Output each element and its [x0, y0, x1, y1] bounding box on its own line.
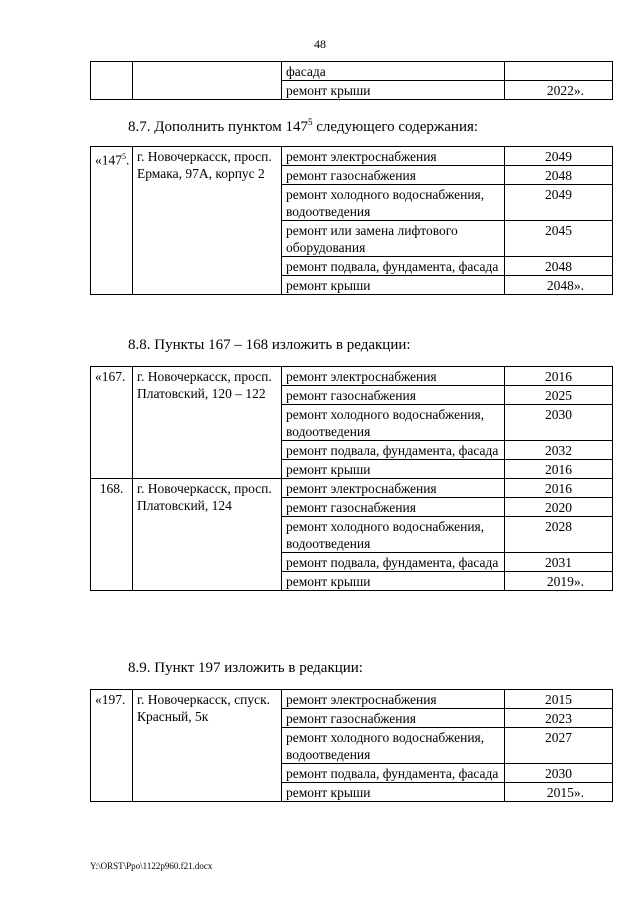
work-type-cell: ремонт электроснабжения [282, 479, 505, 498]
year-cell: 2025 [505, 386, 613, 405]
work-type-cell: ремонт крыши [282, 783, 505, 802]
item-number-cell [91, 690, 133, 802]
item-number-cell [91, 367, 133, 479]
year-cell: 2030 [505, 764, 613, 783]
page-number: 48 [314, 37, 326, 51]
work-type-cell: ремонт подвала, фундамента, фасада [282, 764, 505, 783]
year-cell [505, 62, 613, 81]
item-number: «167. [95, 369, 126, 384]
work-type-cell: фасада [282, 62, 505, 81]
year-cell: 2048 [505, 166, 613, 185]
address-cell: г. Новочеркасск, просп. Платовский, 120 – 122 [133, 367, 282, 479]
year-cell: 2019». [505, 572, 613, 591]
work-type-cell: ремонт газоснабжения [282, 386, 505, 405]
year-cell: 2016 [505, 460, 613, 479]
item-197-table [90, 689, 613, 802]
year-cell: 2016 [505, 479, 613, 498]
continuation-table [90, 61, 613, 100]
work-type-cell: ремонт электроснабжения [282, 690, 505, 709]
year-cell: 2020 [505, 498, 613, 517]
address-cell [133, 62, 282, 100]
year-cell: 2027 [505, 728, 613, 764]
year-cell: 2030 [505, 405, 613, 441]
paragraph-text: 8.7. Дополнить пунктом 147 [128, 119, 308, 135]
item-number-cell [91, 62, 133, 100]
year-cell: 2023 [505, 709, 613, 728]
year-cell: 2028 [505, 517, 613, 553]
item-number: «147 [95, 152, 122, 168]
items-167-168-table [90, 366, 613, 591]
work-type-cell: ремонт крыши [282, 81, 505, 100]
item-number-superscript: 5 [122, 152, 126, 161]
work-type-cell: ремонт холодного водоснабжения, водоотведения [282, 728, 505, 764]
work-type-cell: ремонт холодного водоснабжения, водоотведения [282, 185, 505, 221]
paragraph-text: 8.8. Пункты 167 – 168 изложить в редакции: [128, 337, 411, 353]
year-cell: 2031 [505, 553, 613, 572]
paragraph-8-9 [128, 660, 363, 677]
work-type-cell: ремонт электроснабжения [282, 147, 505, 166]
work-type-cell: ремонт газоснабжения [282, 166, 505, 185]
item-147-5-table [90, 146, 613, 295]
year-cell: 2049 [505, 147, 613, 166]
file-path-footer: Y:\ORST\Ppo\1122p960.f21.docx [90, 861, 213, 871]
work-type-cell: ремонт газоснабжения [282, 498, 505, 517]
year-cell: 2015 [505, 690, 613, 709]
work-type-cell: ремонт крыши [282, 276, 505, 295]
work-type-cell: ремонт газоснабжения [282, 709, 505, 728]
item-number-cell [91, 479, 133, 591]
work-type-cell: ремонт подвала, фундамента, фасада [282, 441, 505, 460]
work-type-cell: ремонт электроснабжения [282, 367, 505, 386]
table-row [91, 147, 613, 166]
item-number: 168. [99, 481, 124, 496]
year-cell: 2016 [505, 367, 613, 386]
item-number-suffix: . [126, 152, 130, 168]
item-number: «197. [95, 692, 126, 707]
year-cell: 2015». [505, 783, 613, 802]
paragraph-8-7 [128, 117, 478, 136]
year-cell: 2049 [505, 185, 613, 221]
work-type-cell: ремонт холодного водоснабжения, водоотведения [282, 405, 505, 441]
work-type-cell: ремонт подвала, фундамента, фасада [282, 553, 505, 572]
work-type-cell: ремонт подвала, фундамента, фасада [282, 257, 505, 276]
year-cell: 2048». [505, 276, 613, 295]
item-number-cell [91, 147, 133, 295]
table-row [91, 479, 613, 498]
work-type-cell: ремонт или замена лифтового оборудования [282, 221, 505, 257]
work-type-cell: ремонт холодного водоснабжения, водоотведения [282, 517, 505, 553]
year-cell: 2032 [505, 441, 613, 460]
address-cell: г. Новочеркасск, просп. Ермака, 97А, корпус 2 [133, 147, 282, 295]
paragraph-8-8 [128, 337, 411, 354]
table-row [91, 690, 613, 709]
address-cell: г. Новочеркасск, спуск. Красный, 5к [133, 690, 282, 802]
work-type-cell: ремонт крыши [282, 460, 505, 479]
paragraph-superscript: 5 [307, 117, 313, 127]
paragraph-text: 8.9. Пункт 197 изложить в редакции: [128, 660, 363, 676]
table-row [91, 62, 613, 81]
work-type-cell: ремонт крыши [282, 572, 505, 591]
table-row [91, 367, 613, 386]
paragraph-text-end: следующего содержания: [312, 119, 479, 135]
year-cell: 2045 [505, 221, 613, 257]
address-cell: г. Новочеркасск, просп. Платовский, 124 [133, 479, 282, 591]
year-cell: 2022». [505, 81, 613, 100]
year-cell: 2048 [505, 257, 613, 276]
